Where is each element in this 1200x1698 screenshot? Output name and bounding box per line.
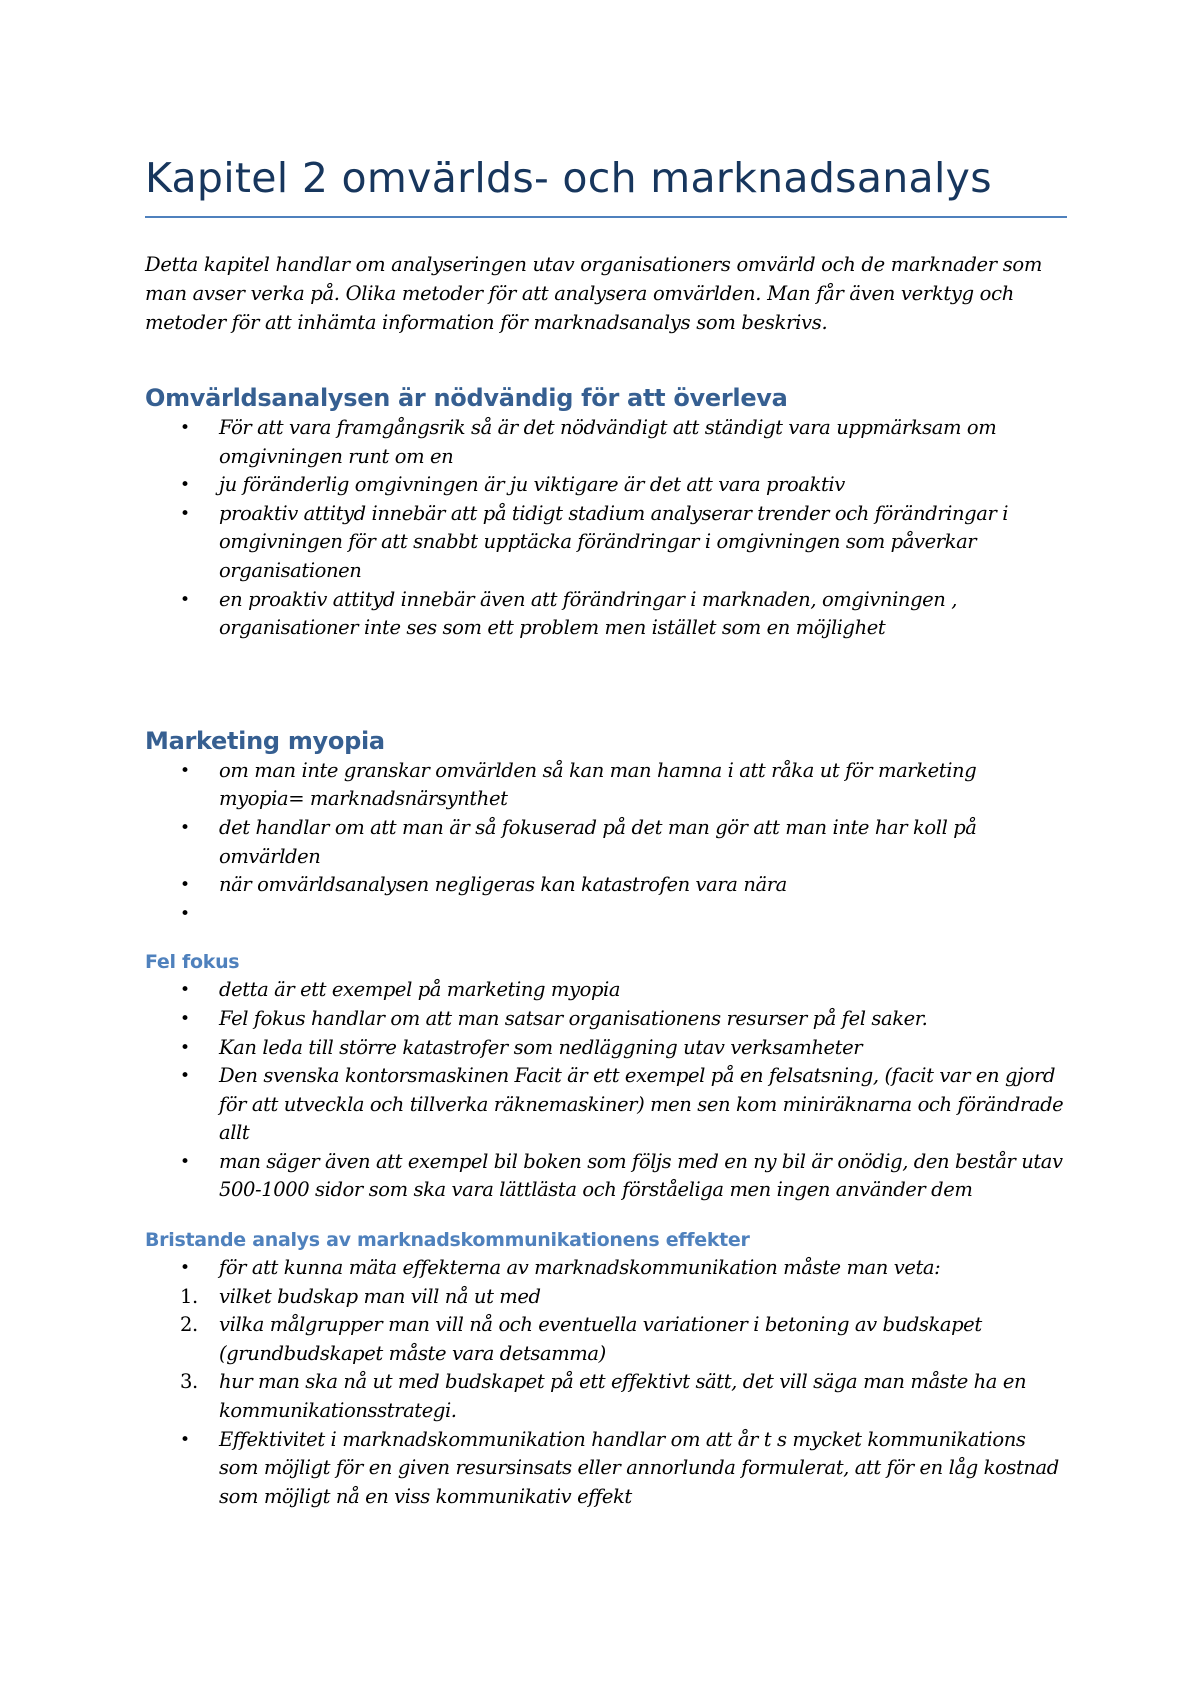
- list-item-text: Kan leda till större katastrofer som nedläggning utav verksamheter: [219, 1035, 863, 1059]
- list-item: [145, 871, 1067, 900]
- bullet-icon: •: [180, 475, 190, 496]
- bullet-icon: •: [180, 903, 190, 924]
- list-item: [145, 1034, 1067, 1063]
- bullet-icon: •: [180, 1151, 190, 1172]
- list-number: 2.: [180, 1313, 198, 1337]
- list-item: [145, 500, 1067, 586]
- intro-paragraph: Detta kapitel handlar om analyseringen utav organisationers omvärld och de marknader som man avser verka på. Olika metoder för att analysera omvärlden. Man får även verktyg och metoder för att inhämta information för marknadsanalys som beskrivs.: [145, 253, 1043, 334]
- list-item-text: Effektivitet i marknadskommunikation handlar om att år t s mycket kommunikations som möjligt för en given resursinsats eller annorlunda formulerat, att för en låg kostnad som möjligt nå en viss kommunikativ effekt: [219, 1427, 1059, 1508]
- list-item-text: vilka målgrupper man vill nå och eventuella variationer i betoning av budskapet (grundbudskapet måste vara detsamma): [219, 1313, 982, 1365]
- document-content: [145, 150, 1067, 1511]
- list-item: [145, 1254, 1067, 1283]
- section-heading-omvarldsanalys: Omvärldsanalysen är nödvändig för att överleva: [145, 384, 788, 412]
- subheading-bristande-analys: Bristande analys av marknadskommunikationens effekter: [145, 1229, 750, 1252]
- list-item-text: Fel fokus handlar om att man satsar organisationens resurser på fel saker.: [219, 1006, 928, 1030]
- list-item: [145, 757, 1067, 814]
- list-item: [145, 976, 1067, 1005]
- list-item: [145, 471, 1067, 500]
- numbered-list-item: [145, 1368, 1067, 1425]
- bullet-icon: •: [180, 418, 190, 438]
- numbered-list-item: [145, 1283, 1067, 1312]
- bullet-icon: •: [180, 1429, 190, 1450]
- bullet-icon: •: [180, 980, 190, 1001]
- bullet-list-bristande-intro: [145, 1254, 1067, 1283]
- bullet-icon: •: [180, 817, 190, 838]
- list-item-text: för att kunna mäta effekterna av marknadskommunikation måste man veta:: [219, 1256, 941, 1280]
- bullet-list-marketing-myopia: [145, 757, 1067, 929]
- bullet-icon: •: [180, 589, 190, 610]
- list-item: [145, 1062, 1067, 1148]
- list-item-text: det handlar om att man är så fokuserad på det man gör att man inte har koll på omvärlden: [219, 815, 977, 868]
- list-item-text: man säger även att exempel bil boken som följs med en ny bil är onödig, den består utav 500-1000 sidor som ska vara lättlästa och förståeliga men ingen använder dem: [219, 1149, 1063, 1202]
- title-underline: [145, 216, 1067, 218]
- list-item: [145, 1148, 1067, 1205]
- bullet-icon: •: [180, 875, 190, 896]
- list-item: [145, 414, 1067, 471]
- list-item: [145, 586, 1067, 643]
- list-item-text: För att vara framgångsrik så är det nödvändigt att ständigt vara uppmärksam om omgivningen runt om en: [219, 416, 997, 468]
- bullet-list-omvarldsanalys: [145, 414, 1067, 643]
- list-item-text: proaktiv attityd innebär att på tidigt stadium analyserar trender och förändringar i omgivningen för att snabbt upptäcka förändringar i omgivningen som påverkar organisationen: [219, 501, 1009, 582]
- numbered-list-item: [145, 1311, 1067, 1368]
- numbered-list-bristande: [145, 1283, 1067, 1426]
- list-number: 3.: [180, 1370, 198, 1394]
- list-item: [145, 1005, 1067, 1034]
- bullet-icon: •: [180, 1258, 190, 1279]
- list-item-empty: [145, 900, 1067, 929]
- list-item-text: Den svenska kontorsmaskinen Facit är ett exempel på en felsatsning, (facit var en gjord för att utveckla och tillverka räknemaskiner) men sen kom miniräknarna och förändrade allt: [219, 1064, 1064, 1145]
- bullet-icon: •: [180, 1008, 190, 1029]
- list-item: [145, 1426, 1067, 1512]
- bullet-list-bristande-final: [145, 1426, 1067, 1512]
- list-item-text: vilket budskap man vill nå ut med: [219, 1284, 541, 1308]
- bullet-icon: •: [180, 1066, 190, 1087]
- list-item-text: ju föränderlig omgivningen är ju viktigare är det att vara proaktiv: [219, 473, 845, 497]
- list-item-text: hur man ska nå ut med budskapet på ett effektivt sätt, det vill säga man måste ha en kommunikationsstrategi.: [219, 1370, 1027, 1423]
- subheading-fel-fokus: Fel fokus: [145, 951, 240, 974]
- bullet-icon: •: [180, 503, 190, 524]
- section-heading-marketing-myopia: Marketing myopia: [145, 726, 385, 755]
- list-item-text: detta är ett exempel på marketing myopia: [219, 978, 621, 1002]
- bullet-icon: •: [180, 760, 190, 781]
- bullet-list-fel-fokus: [145, 976, 1067, 1205]
- list-item: [145, 814, 1067, 871]
- list-item-text: om man inte granskar omvärlden så kan man hamna i att råka ut för marketing myopia= marknadsnärsynthet: [219, 758, 977, 811]
- page-title: Kapitel 2 omvärlds- och marknadsanalys: [145, 154, 992, 202]
- bullet-icon: •: [180, 1037, 190, 1058]
- list-number: 1.: [180, 1284, 198, 1308]
- list-item-text: när omvärldsanalysen negligeras kan katastrofen vara nära: [219, 873, 787, 897]
- list-item-text: en proaktiv attityd innebär även att förändringar i marknaden, omgivningen , organisationer inte ses som ett problem men istället som en möjlighet: [219, 587, 958, 640]
